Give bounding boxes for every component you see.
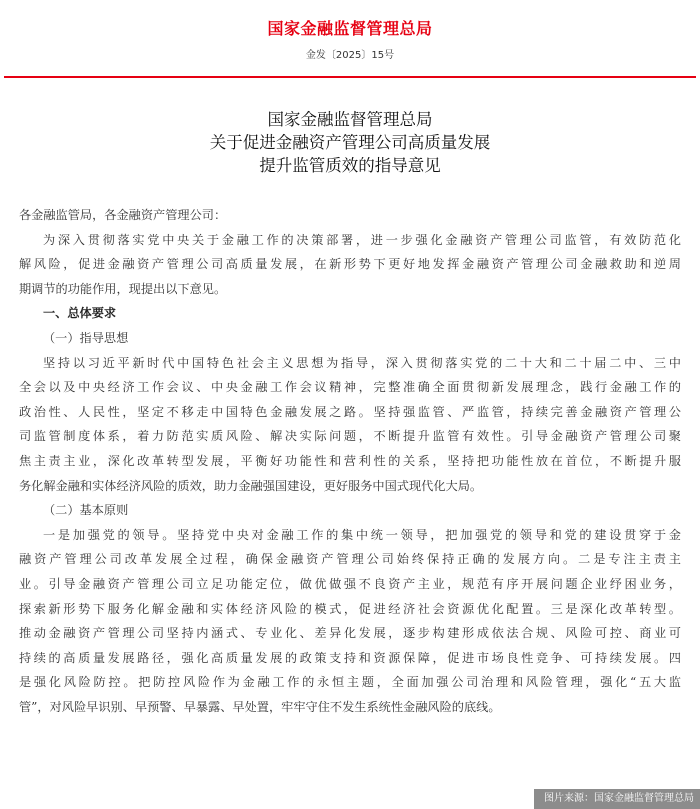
- image-source-watermark: 图片来源：国家金融监督管理总局: [534, 789, 700, 809]
- paragraph-line: 推动金融资产管理公司坚持内涵式、专业化、差异化发展，逐步构建形成依法合规、风险可控、商业可: [19, 626, 681, 641]
- paragraph-line: 政治性、人民性，坚定不移走中国特色金融发展之路。坚持强监管、严监管，持续完善金融资产管理公: [19, 404, 681, 419]
- paragraph-line: 务化解金融和实体经济风险的质效，助力金融强国建设，更好服务中国式现代化大局。: [19, 478, 483, 493]
- subsection-heading: （一）指导思想: [43, 330, 129, 345]
- paragraph-line: 管”，对风险早识别、早预警、早暴露、早处置，牢牢守住不发生系统性金融风险的底线。: [19, 699, 501, 714]
- paragraph-line: 融资产管理公司改革发展全过程，确保金融资产管理公司始终保持正确的发展方向。二是专注主责主: [19, 552, 681, 567]
- paragraph-line: 业。引导金融资产管理公司立足功能定位，做优做强不良资产主业，规范有序开展问题企业纾困业务，: [19, 576, 681, 591]
- title-line-1: 国家金融监督管理总局: [267, 110, 433, 129]
- paragraph-line: 全会以及中央经济工作会议、中央金融工作会议精神，完整准确全面贯彻新发展理念，践行金融工作的: [19, 380, 681, 395]
- red-divider-line: [4, 76, 696, 78]
- document-title: [0, 108, 700, 177]
- title-line-3: 提升监管质效的指导意见: [259, 156, 441, 175]
- salutation: 各金融监管局，各金融资产管理公司：: [19, 208, 227, 222]
- intro-line: 期调节的功能作用，现提出以下意见。: [19, 281, 227, 296]
- intro-line: 为深入贯彻落实党中央关于金融工作的决策部署，进一步强化金融资产管理公司监管，有效防范化: [43, 232, 681, 247]
- paragraph-line: 坚持以习近平新时代中国特色社会主义思想为指导，深入贯彻落实党的二十大和二十届二中、三中: [43, 355, 681, 370]
- paragraph-line: 持续的高质量发展路径，强化高质量发展的政策支持和资源保障，促进市场良性竞争、可持续发展。四: [19, 650, 681, 665]
- paragraph-line: 司监管制度体系，着力防范实质风险、解决实际问题，不断提升监管有效性。引导金融资产管理公司聚: [19, 429, 681, 444]
- paragraph-line: 焦主责主业，深化改革转型发展，平衡好功能性和营利性的关系，坚持把功能性放在首位，不断提升服: [19, 453, 681, 468]
- paragraph-line: 探索新形势下服务化解金融和实体经济风险的模式，促进经济社会资源优化配置。三是深化改革转型。: [19, 601, 681, 616]
- subsection-heading: （二）基本原则: [43, 503, 129, 518]
- paragraph-line: 是强化风险防控。把防控风险作为金融工作的永恒主题，全面加强公司治理和风险管理，强化“五大监: [19, 675, 681, 690]
- section-heading: 一、总体要求: [43, 306, 117, 321]
- document-number: 金发〔2025〕15号: [305, 50, 395, 61]
- title-line-2: 关于促进金融资产管理公司高质量发展: [209, 133, 491, 152]
- agency-header: 国家金融监督管理总局: [267, 19, 433, 38]
- intro-line: 解风险，促进金融资产管理公司高质量发展，在新形势下更好地发挥金融资产管理公司金融救助和逆周: [19, 257, 681, 272]
- paragraph-line: 一是加强党的领导。坚持党中央对金融工作的集中统一领导，把加强党的领导和党的建设贯穿于金: [43, 527, 681, 542]
- document-body: [19, 203, 681, 719]
